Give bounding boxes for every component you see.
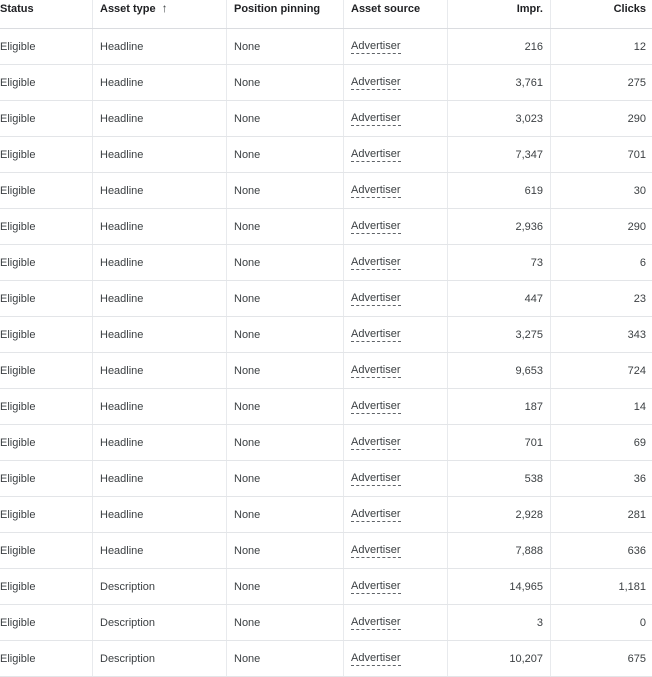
position-pinning-text: None [234,652,261,665]
impr-cell [448,533,551,568]
impr-value: 7,347 [515,148,543,161]
clicks-value: 675 [627,652,646,665]
asset-source-link[interactable]: Advertiser [351,615,401,628]
clicks-cell [551,245,652,280]
status-text: Eligible [0,328,36,341]
asset-source-cell [344,425,448,460]
asset-type-text: Description [100,580,156,593]
table-row[interactable] [0,497,652,533]
asset-type-cell [93,137,227,172]
position-pinning-cell [227,65,344,100]
impr-cell [448,317,551,352]
asset-source-link[interactable]: Advertiser [351,255,401,268]
position-pinning-text: None [234,292,261,305]
clicks-value: 6 [639,256,646,269]
clicks-cell [551,29,652,64]
position-pinning-cell [227,461,344,496]
impr-cell [448,281,551,316]
status-text: Eligible [0,112,36,125]
impr-cell [448,137,551,172]
status-cell [0,209,93,244]
asset-type-cell [93,173,227,208]
impr-value: 2,928 [515,508,543,521]
status-text: Eligible [0,292,36,305]
clicks-cell [551,353,652,388]
asset-type-cell [93,65,227,100]
clicks-value: 1,181 [618,580,646,593]
asset-type-cell [93,605,227,640]
table-row[interactable] [0,533,652,569]
asset-type-cell [93,281,227,316]
asset-type-cell [93,353,227,388]
clicks-cell [551,605,652,640]
impr-value: 10,207 [509,652,543,665]
asset-type-cell [93,569,227,604]
position-pinning-text: None [234,220,261,233]
position-pinning-cell [227,641,344,676]
asset-source-cell [344,605,448,640]
impr-cell [448,353,551,388]
status-text: Eligible [0,184,36,197]
position-pinning-text: None [234,616,261,629]
status-text: Eligible [0,400,36,413]
clicks-value: 275 [627,76,646,89]
position-pinning-text: None [234,436,261,449]
table-row[interactable] [0,65,652,101]
position-pinning-cell [227,533,344,568]
clicks-cell [551,389,652,424]
status-cell [0,137,93,172]
asset-source-cell [344,353,448,388]
position-pinning-text: None [234,256,261,269]
position-pinning-text: None [234,184,261,197]
status-text: Eligible [0,616,36,629]
clicks-value: 36 [633,472,646,485]
impr-value: 7,888 [515,544,543,557]
asset-type-cell [93,533,227,568]
impr-value: 701 [524,436,543,449]
position-pinning-cell [227,605,344,640]
impr-cell [448,605,551,640]
impr-value: 3 [536,616,543,629]
impr-value: 14,965 [509,580,543,593]
status-cell [0,605,93,640]
asset-source-link[interactable]: Advertiser [351,291,401,304]
table-row[interactable] [0,209,652,245]
status-cell [0,389,93,424]
impr-value: 3,275 [515,328,543,341]
impr-cell [448,425,551,460]
status-text: Eligible [0,148,36,161]
impr-cell [448,65,551,100]
impr-value: 447 [524,292,543,305]
impr-value: 538 [524,472,543,485]
status-text: Eligible [0,544,36,557]
asset-type-cell [93,29,227,64]
status-cell [0,497,93,532]
position-pinning-cell [227,389,344,424]
impr-value: 216 [524,40,543,53]
status-cell [0,461,93,496]
asset-source-cell [344,389,448,424]
asset-type-text: Headline [100,220,144,233]
asset-source-cell [344,497,448,532]
column-header-status[interactable] [0,0,93,28]
table-row[interactable] [0,425,652,461]
column-header-asset-type[interactable] [93,0,227,28]
position-pinning-text: None [234,148,261,161]
position-pinning-cell [227,425,344,460]
position-pinning-text: None [234,328,261,341]
clicks-cell [551,281,652,316]
impr-value: 9,653 [515,364,543,377]
column-header-label: Asset source [351,3,421,15]
clicks-cell [551,461,652,496]
position-pinning-text: None [234,580,261,593]
status-text: Eligible [0,436,36,449]
status-cell [0,101,93,136]
clicks-value: 724 [627,364,646,377]
asset-type-text: Headline [100,292,144,305]
column-header-label: Status [0,3,34,15]
position-pinning-text: None [234,40,261,53]
asset-source-cell [344,137,448,172]
asset-source-cell [344,461,448,496]
position-pinning-text: None [234,544,261,557]
asset-source-cell [344,245,448,280]
status-cell [0,425,93,460]
asset-source-link[interactable]: Advertiser [351,147,401,160]
table-row[interactable] [0,29,652,65]
impr-value: 3,761 [515,76,543,89]
status-cell [0,245,93,280]
clicks-value: 281 [627,508,646,521]
impr-cell [448,29,551,64]
table-row[interactable] [0,101,652,137]
table-row[interactable] [0,173,652,209]
asset-type-text: Description [100,616,156,629]
asset-type-cell [93,245,227,280]
status-text: Eligible [0,76,36,89]
column-header-label: Clicks [613,3,646,15]
clicks-value: 290 [627,220,646,233]
column-header-asset-source[interactable] [344,0,448,28]
asset-type-cell [93,317,227,352]
clicks-value: 0 [639,616,646,629]
clicks-value: 701 [627,148,646,161]
clicks-value: 12 [633,40,646,53]
clicks-cell [551,173,652,208]
table-row[interactable] [0,317,652,353]
status-cell [0,29,93,64]
position-pinning-cell [227,173,344,208]
table-header [0,0,652,29]
position-pinning-cell [227,209,344,244]
position-pinning-text: None [234,112,261,125]
asset-type-text: Headline [100,400,144,413]
clicks-value: 30 [633,184,646,197]
status-text: Eligible [0,40,36,53]
clicks-cell [551,425,652,460]
position-pinning-text: None [234,400,261,413]
asset-source-link[interactable]: Advertiser [351,399,401,412]
impr-value: 619 [524,184,543,197]
asset-source-link[interactable]: Advertiser [351,219,401,232]
asset-source-link[interactable]: Advertiser [351,651,401,664]
position-pinning-cell [227,497,344,532]
clicks-cell [551,317,652,352]
column-header-label: Impr. [516,3,543,15]
column-header-impr[interactable] [448,0,551,28]
impr-value: 2,936 [515,220,543,233]
asset-source-cell [344,173,448,208]
clicks-value: 69 [633,436,646,449]
status-text: Eligible [0,364,36,377]
asset-source-cell [344,65,448,100]
column-header-label: Asset type [100,3,156,15]
column-header-label: Position pinning [234,3,321,15]
position-pinning-cell [227,569,344,604]
position-pinning-cell [227,245,344,280]
clicks-cell [551,497,652,532]
clicks-value: 636 [627,544,646,557]
impr-cell [448,569,551,604]
impr-value: 3,023 [515,112,543,125]
asset-source-cell [344,281,448,316]
status-text: Eligible [0,220,36,233]
position-pinning-text: None [234,472,261,485]
status-text: Eligible [0,508,36,521]
asset-source-link[interactable]: Advertiser [351,579,401,592]
asset-source-cell [344,101,448,136]
asset-type-cell [93,389,227,424]
asset-type-text: Headline [100,364,144,377]
asset-source-link[interactable]: Advertiser [351,75,401,88]
table-row[interactable] [0,389,652,425]
status-text: Eligible [0,256,36,269]
table-row[interactable] [0,569,652,605]
clicks-cell [551,209,652,244]
status-cell [0,281,93,316]
status-cell [0,641,93,676]
asset-type-cell [93,497,227,532]
clicks-cell [551,569,652,604]
status-cell [0,569,93,604]
impr-cell [448,101,551,136]
position-pinning-cell [227,29,344,64]
position-pinning-text: None [234,508,261,521]
asset-source-cell [344,317,448,352]
asset-source-link[interactable]: Advertiser [351,327,401,340]
table-body [0,29,652,677]
asset-source-link[interactable]: Advertiser [351,111,401,124]
status-cell [0,65,93,100]
asset-source-cell [344,533,448,568]
asset-type-cell [93,641,227,676]
asset-source-link[interactable]: Advertiser [351,471,401,484]
status-cell [0,353,93,388]
column-header-clicks[interactable] [551,0,652,28]
status-text: Eligible [0,472,36,485]
asset-source-link[interactable]: Advertiser [351,543,401,556]
asset-type-text: Headline [100,112,144,125]
status-text: Eligible [0,580,36,593]
asset-type-text: Headline [100,544,144,557]
asset-type-cell [93,461,227,496]
impr-cell [448,389,551,424]
impr-cell [448,245,551,280]
impr-cell [448,209,551,244]
impr-cell [448,497,551,532]
clicks-value: 23 [633,292,646,305]
clicks-value: 343 [627,328,646,341]
asset-source-link[interactable]: Advertiser [351,183,401,196]
asset-source-cell [344,641,448,676]
asset-type-text: Headline [100,256,144,269]
clicks-cell [551,101,652,136]
asset-type-text: Headline [100,76,144,89]
asset-source-link[interactable]: Advertiser [351,363,401,376]
clicks-value: 290 [627,112,646,125]
impr-cell [448,461,551,496]
table-row[interactable] [0,137,652,173]
asset-type-cell [93,209,227,244]
asset-source-link[interactable]: Advertiser [351,39,401,52]
table-row[interactable] [0,245,652,281]
table-row[interactable] [0,281,652,317]
asset-type-text: Headline [100,148,144,161]
table-row[interactable] [0,641,652,677]
asset-source-link[interactable]: Advertiser [351,435,401,448]
asset-type-text: Headline [100,328,144,341]
status-cell [0,533,93,568]
asset-type-text: Headline [100,508,144,521]
position-pinning-cell [227,281,344,316]
clicks-cell [551,65,652,100]
clicks-cell [551,641,652,676]
asset-type-text: Headline [100,184,144,197]
clicks-value: 14 [633,400,646,413]
asset-type-cell [93,101,227,136]
position-pinning-text: None [234,76,261,89]
impr-value: 73 [530,256,543,269]
table-row[interactable] [0,605,652,641]
table-row[interactable] [0,353,652,389]
impr-cell [448,173,551,208]
asset-source-cell [344,209,448,244]
impr-value: 187 [524,400,543,413]
asset-type-cell [93,425,227,460]
clicks-cell [551,533,652,568]
sort-ascending-icon[interactable]: ↑ [161,1,168,15]
asset-source-cell [344,29,448,64]
asset-source-cell [344,569,448,604]
status-cell [0,317,93,352]
position-pinning-cell [227,353,344,388]
asset-type-text: Headline [100,40,144,53]
clicks-cell [551,137,652,172]
column-header-position-pinning[interactable] [227,0,344,28]
asset-type-text: Headline [100,436,144,449]
impr-cell [448,641,551,676]
asset-source-link[interactable]: Advertiser [351,507,401,520]
position-pinning-cell [227,317,344,352]
table-row[interactable] [0,461,652,497]
status-cell [0,173,93,208]
asset-type-text: Description [100,652,156,665]
position-pinning-cell [227,101,344,136]
status-text: Eligible [0,652,36,665]
position-pinning-cell [227,137,344,172]
asset-type-text: Headline [100,472,144,485]
position-pinning-text: None [234,364,261,377]
